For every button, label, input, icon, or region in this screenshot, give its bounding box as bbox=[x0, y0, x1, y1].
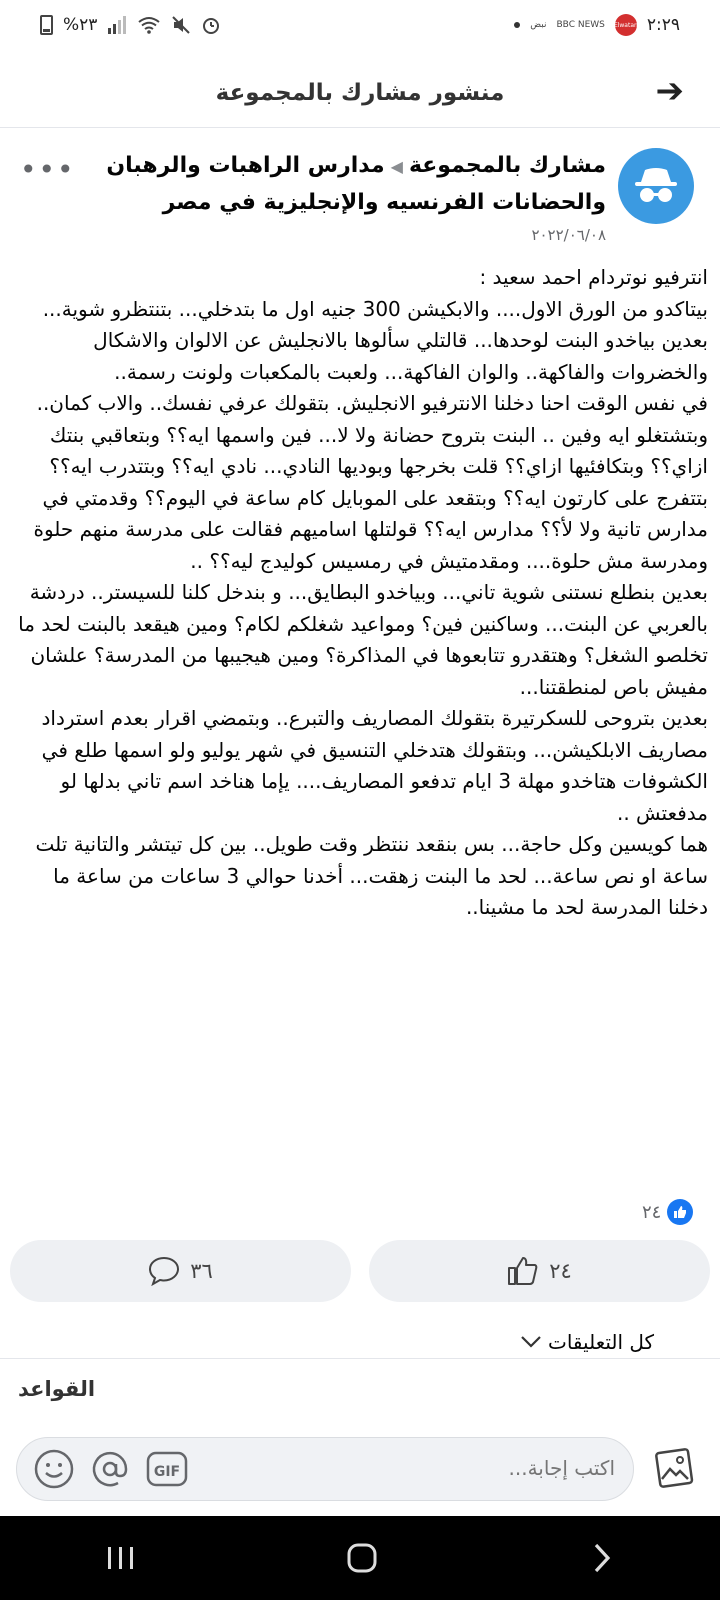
app-label: نبض bbox=[530, 20, 547, 30]
reaction-count: ٢٤ bbox=[642, 1201, 662, 1223]
reply-icons bbox=[33, 1448, 189, 1490]
recent-apps-icon[interactable] bbox=[104, 1543, 138, 1573]
alarm-icon bbox=[201, 15, 221, 35]
more-options-button[interactable]: ••• bbox=[20, 153, 76, 186]
avatar[interactable] bbox=[618, 148, 694, 224]
all-comments-dropdown[interactable] bbox=[520, 1330, 654, 1354]
home-icon[interactable] bbox=[345, 1541, 379, 1575]
shared-label[interactable]: مشارك بالمجموعة bbox=[408, 153, 606, 178]
status-bar-right bbox=[514, 14, 680, 36]
post-paragraph: بعدين بنطلع نستنى شوية تاني... وبياخدو البطايق... و بندخل كلنا للسيستر.. دردشة بالعربي عن البنت... وساكنين فين؟ ومواعيد شغلكم لكام؟ ومين هيقعد بالبنت لحد ما تخلصو الشغل؟ وهتقدرو تتابعوها في المذاكرة؟ ومين هيجيبها من المدرسة؟ علشان مفيش باص لمنطقتنا... bbox=[18, 580, 708, 699]
battery-icon bbox=[40, 15, 53, 35]
post-title bbox=[106, 148, 606, 221]
page-title: منشور مشارك بالمجموعة bbox=[215, 79, 505, 106]
post-paragraph: بعدين بتروحى للسكرتيرة بتقولك المصاريف والتبرع.. وبتمضي اقرار بعدم استرداد مصاريف الابلكيشن... وبتقولك هتدخلي التنسيق في شهر يوليو ولو اسمها طلع في الكشوفات هتاخدو مهلة 3 ايام تدفعو المصاريف.... يإما هناخد اسم تاني بدلها لو مدفعتش .. bbox=[41, 706, 708, 825]
bbc-news-icon: BBC NEWS bbox=[556, 20, 605, 30]
comment-button[interactable] bbox=[10, 1240, 351, 1302]
post-paragraph: انترفيو نوتردام احمد سعيد : bbox=[479, 265, 708, 289]
post-body bbox=[10, 262, 710, 924]
thumbs-up-icon bbox=[507, 1256, 539, 1286]
notification-dot bbox=[514, 22, 520, 28]
comment-icon bbox=[148, 1256, 180, 1286]
battery-percent: %٢٣ bbox=[63, 15, 98, 35]
group-name-link[interactable]: مدارس الراهبات والرهبان والحضانات الفرنسيه والإنجليزية في مصر bbox=[106, 153, 606, 215]
post-header bbox=[0, 144, 720, 254]
comment-count: ٣٦ bbox=[190, 1259, 213, 1283]
post-actions bbox=[10, 1240, 710, 1302]
rules-link[interactable]: القواعد bbox=[18, 1377, 96, 1401]
wifi-icon bbox=[137, 16, 161, 34]
mute-icon bbox=[171, 15, 191, 35]
back-arrow-icon[interactable]: ➔ bbox=[655, 71, 684, 111]
status-bar-left bbox=[40, 15, 221, 35]
news-badge-icon: Elwatan bbox=[615, 14, 637, 36]
page-header bbox=[0, 58, 720, 128]
reply-input[interactable] bbox=[315, 1456, 615, 1480]
system-nav-bar bbox=[0, 1516, 720, 1600]
reply-box[interactable] bbox=[16, 1437, 634, 1501]
status-bar bbox=[0, 0, 720, 50]
post-paragraph: في نفس الوقت احنا دخلنا الانترفيو الانجليش. بتقولك عرفي نفسك.. والاب كمان.. وبتشتغلو ايه وفين .. البنت بتروح حضانة ولا لا... فين واسمها ايه؟؟ وبتعاقبي بنتك ازاي؟؟ وبتكافئيها ازاي؟؟ قلت بخرجها وبوديها النادي... نادي ايه؟؟ وبتتدرب ايه؟؟ بتتفرج على كارتون ايه؟؟ وبتقعد على الموبايل كام ساعة في اليوم؟؟ وقدمتي في مدارس تانية ولا لأ؟؟ مدارس ايه؟؟ قولتلها اساميهم فقالت على مدرسة منهم حلوة ومدرسة مش حلوة.... ومقدمتيش في رمسيس كوليدج ليه؟؟ .. bbox=[33, 391, 708, 573]
like-reaction-icon bbox=[667, 1199, 693, 1225]
back-icon[interactable] bbox=[586, 1541, 616, 1575]
all-comments-label: كل التعليقات bbox=[548, 1330, 655, 1354]
mention-icon[interactable] bbox=[89, 1448, 131, 1490]
post-paragraph: بيتاكدو من الورق الاول.... والابكيشن 300 جنيه اول ما بتدخلي... بتنتظرو شوية... بعدين بياخدو البنت لوحدها... قالتلي سألوها بالانجليش عن الالوان والاشكال والخضروات والفاكهة.. والوان الفاكهة... ولعبت بالمكعبات ولونت رسمة.. bbox=[42, 296, 708, 384]
photo-button[interactable] bbox=[652, 1445, 696, 1493]
reply-row bbox=[16, 1437, 706, 1501]
comment-composer-area bbox=[0, 1358, 720, 1516]
post-date[interactable]: ٢٠٢٢/٠٦/٠٨ bbox=[531, 226, 606, 244]
svg-text:GIF: GIF bbox=[153, 1464, 181, 1480]
gif-icon[interactable] bbox=[145, 1448, 189, 1490]
photo-icon bbox=[652, 1445, 696, 1489]
like-button[interactable] bbox=[369, 1240, 710, 1302]
like-count: ٢٤ bbox=[549, 1259, 572, 1283]
reaction-summary[interactable] bbox=[642, 1199, 693, 1225]
triangle-separator-icon: ◀ bbox=[390, 157, 403, 176]
emoji-icon[interactable] bbox=[33, 1448, 75, 1490]
status-time: ٢:٢٩ bbox=[646, 15, 680, 35]
chevron-down-icon bbox=[520, 1335, 542, 1349]
anonymous-member-icon bbox=[631, 166, 681, 206]
signal-icon bbox=[107, 16, 127, 34]
post-paragraph: هما كويسين وكل حاجة... بس بنقعد ننتظر وقت طويل.. بين كل تيتشر والتانية تلت ساعة او نص ساعة... لحد ما البنت زهقت... أخدنا حوالي 3 ساعات من ساعة ما دخلنا المدرسة لحد ما مشينا.. bbox=[35, 832, 708, 919]
